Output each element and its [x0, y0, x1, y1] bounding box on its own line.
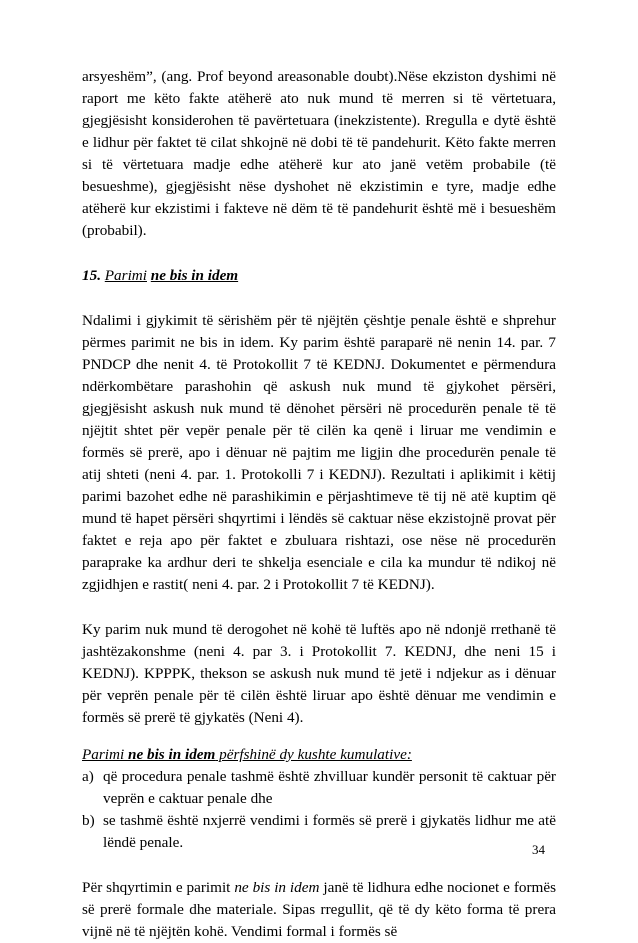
list-item-marker: b) — [82, 812, 95, 829]
section-number: 15. — [82, 267, 101, 284]
paragraph-finality — [82, 877, 556, 943]
paragraph-derogation: Ky parim nuk mund të derogohet në kohë të luftës apo në ndonjë rrethanë të jashtëzakonshme (neni 4. par 3. i Protokollit 7. KEDNJ, dhe neni 15 i KEDNJ). KPPPK, thekson se askush nuk mund të jetë i ndjekur as i dënuar për veprën penale për të cilën është liruar apo është dënuar me vendimin e formës së prerë të gjykatës (Neni 4). — [82, 621, 556, 726]
conditions-list — [82, 766, 556, 854]
list-item-marker: a) — [82, 768, 94, 785]
list-intro — [82, 744, 556, 766]
page-body — [82, 66, 556, 943]
list-intro-word: Parimi — [82, 746, 128, 763]
paragraph-prohibition: Ndalimi i gjykimit të sërishëm për të njëjtën çështje penale është e shprehur përmes parimit ne bis in idem. Ky parim është paraparë në nenin 14. par. 7 PNDCP dhe nenit 4. të Protokollit 7 të KEDNJ. Dokumentet e përmendura ndërkombëtare parashohin që askush nuk mund të gjykohet përsëri, gjegjësisht askush nuk mund të dënohet përsëri në procedurën penale të të njëjtit shtet për vepër penale për të cilën ka qenë i liruar me vendimin e formës së prerë, apo i dënuar në pajtim me ligjin dhe procedurën penale të atij shteti (neni 4. par. 1. Protokolli 7 i KEDNJ). Rezultati i aplikimit i këtij parimi bazohet edhe në parashikimin e përjashtimeve të tij në atë kuptim që mund të hapet përsëri shqyrtimi i lëndës së caktuar nëse ekzistojnë provat për faktet e reja apo për faktet e zbuluara rishtazi, ose nëse në procedurën paraprake ka ardhur deri te shkelja esenciale e cila ka mundur të ndikoj në zgjidhjen e rastit( neni 4. par. 2 i Protokollit 7 të KEDNJ). — [82, 312, 556, 593]
section-heading-term: ne bis in idem — [150, 267, 239, 284]
list-item-text: që procedura penale tashmë është zhvilluar kundër personit të caktuar për veprën e caktuar penale dhe — [103, 768, 556, 807]
finality-text-start: Për shqyrtimin e parimit — [82, 879, 235, 896]
page-number: 34 — [532, 842, 545, 857]
list-item — [82, 810, 556, 854]
list-item-text: se tashmë është nxjerrë vendimi i formës së prerë i gjykatës lidhur me atë lëndë penale. — [103, 812, 556, 851]
paragraph-standard-of-proof: arsyeshëm”, (ang. Prof beyond areasonable doubt).Nëse ekziston dyshimi në raport me këto fakte atëherë ato nuk mund të merren si të vërtetuara, gjegjësisht konsiderohen të pavërtetuara (inekzistente). Rregulla e dytë është e lidhur për faktet të cilat shkojnë në dobi të të pandehurit. Këto fakte merren si të vërtetuara madje edhe atëherë kur ato janë vetëm probabile (të besueshme), gjegjësisht nëse dyshohet në ekzistimin e tyre, madje edhe atëherë kur ekzistimi i fakteve në dëm të të pandehurit është më i besueshëm (probabil). — [82, 68, 556, 239]
list-item — [82, 766, 556, 810]
finality-term: ne bis in idem — [234, 879, 320, 896]
list-intro-rest: përfshinë dy kushte kumulative: — [215, 746, 412, 763]
section-heading — [82, 265, 556, 287]
list-intro-term: ne bis in idem — [128, 746, 216, 763]
finality-text-end: janë të lidhura edhe nocionet e formës së prerë formale dhe materiale. Sipas rregullit, që të dy këto forma të prera vijnë në të njëjtën kohë. Vendimi formal i formës së — [82, 879, 557, 940]
section-heading-word: Parimi — [104, 267, 147, 284]
